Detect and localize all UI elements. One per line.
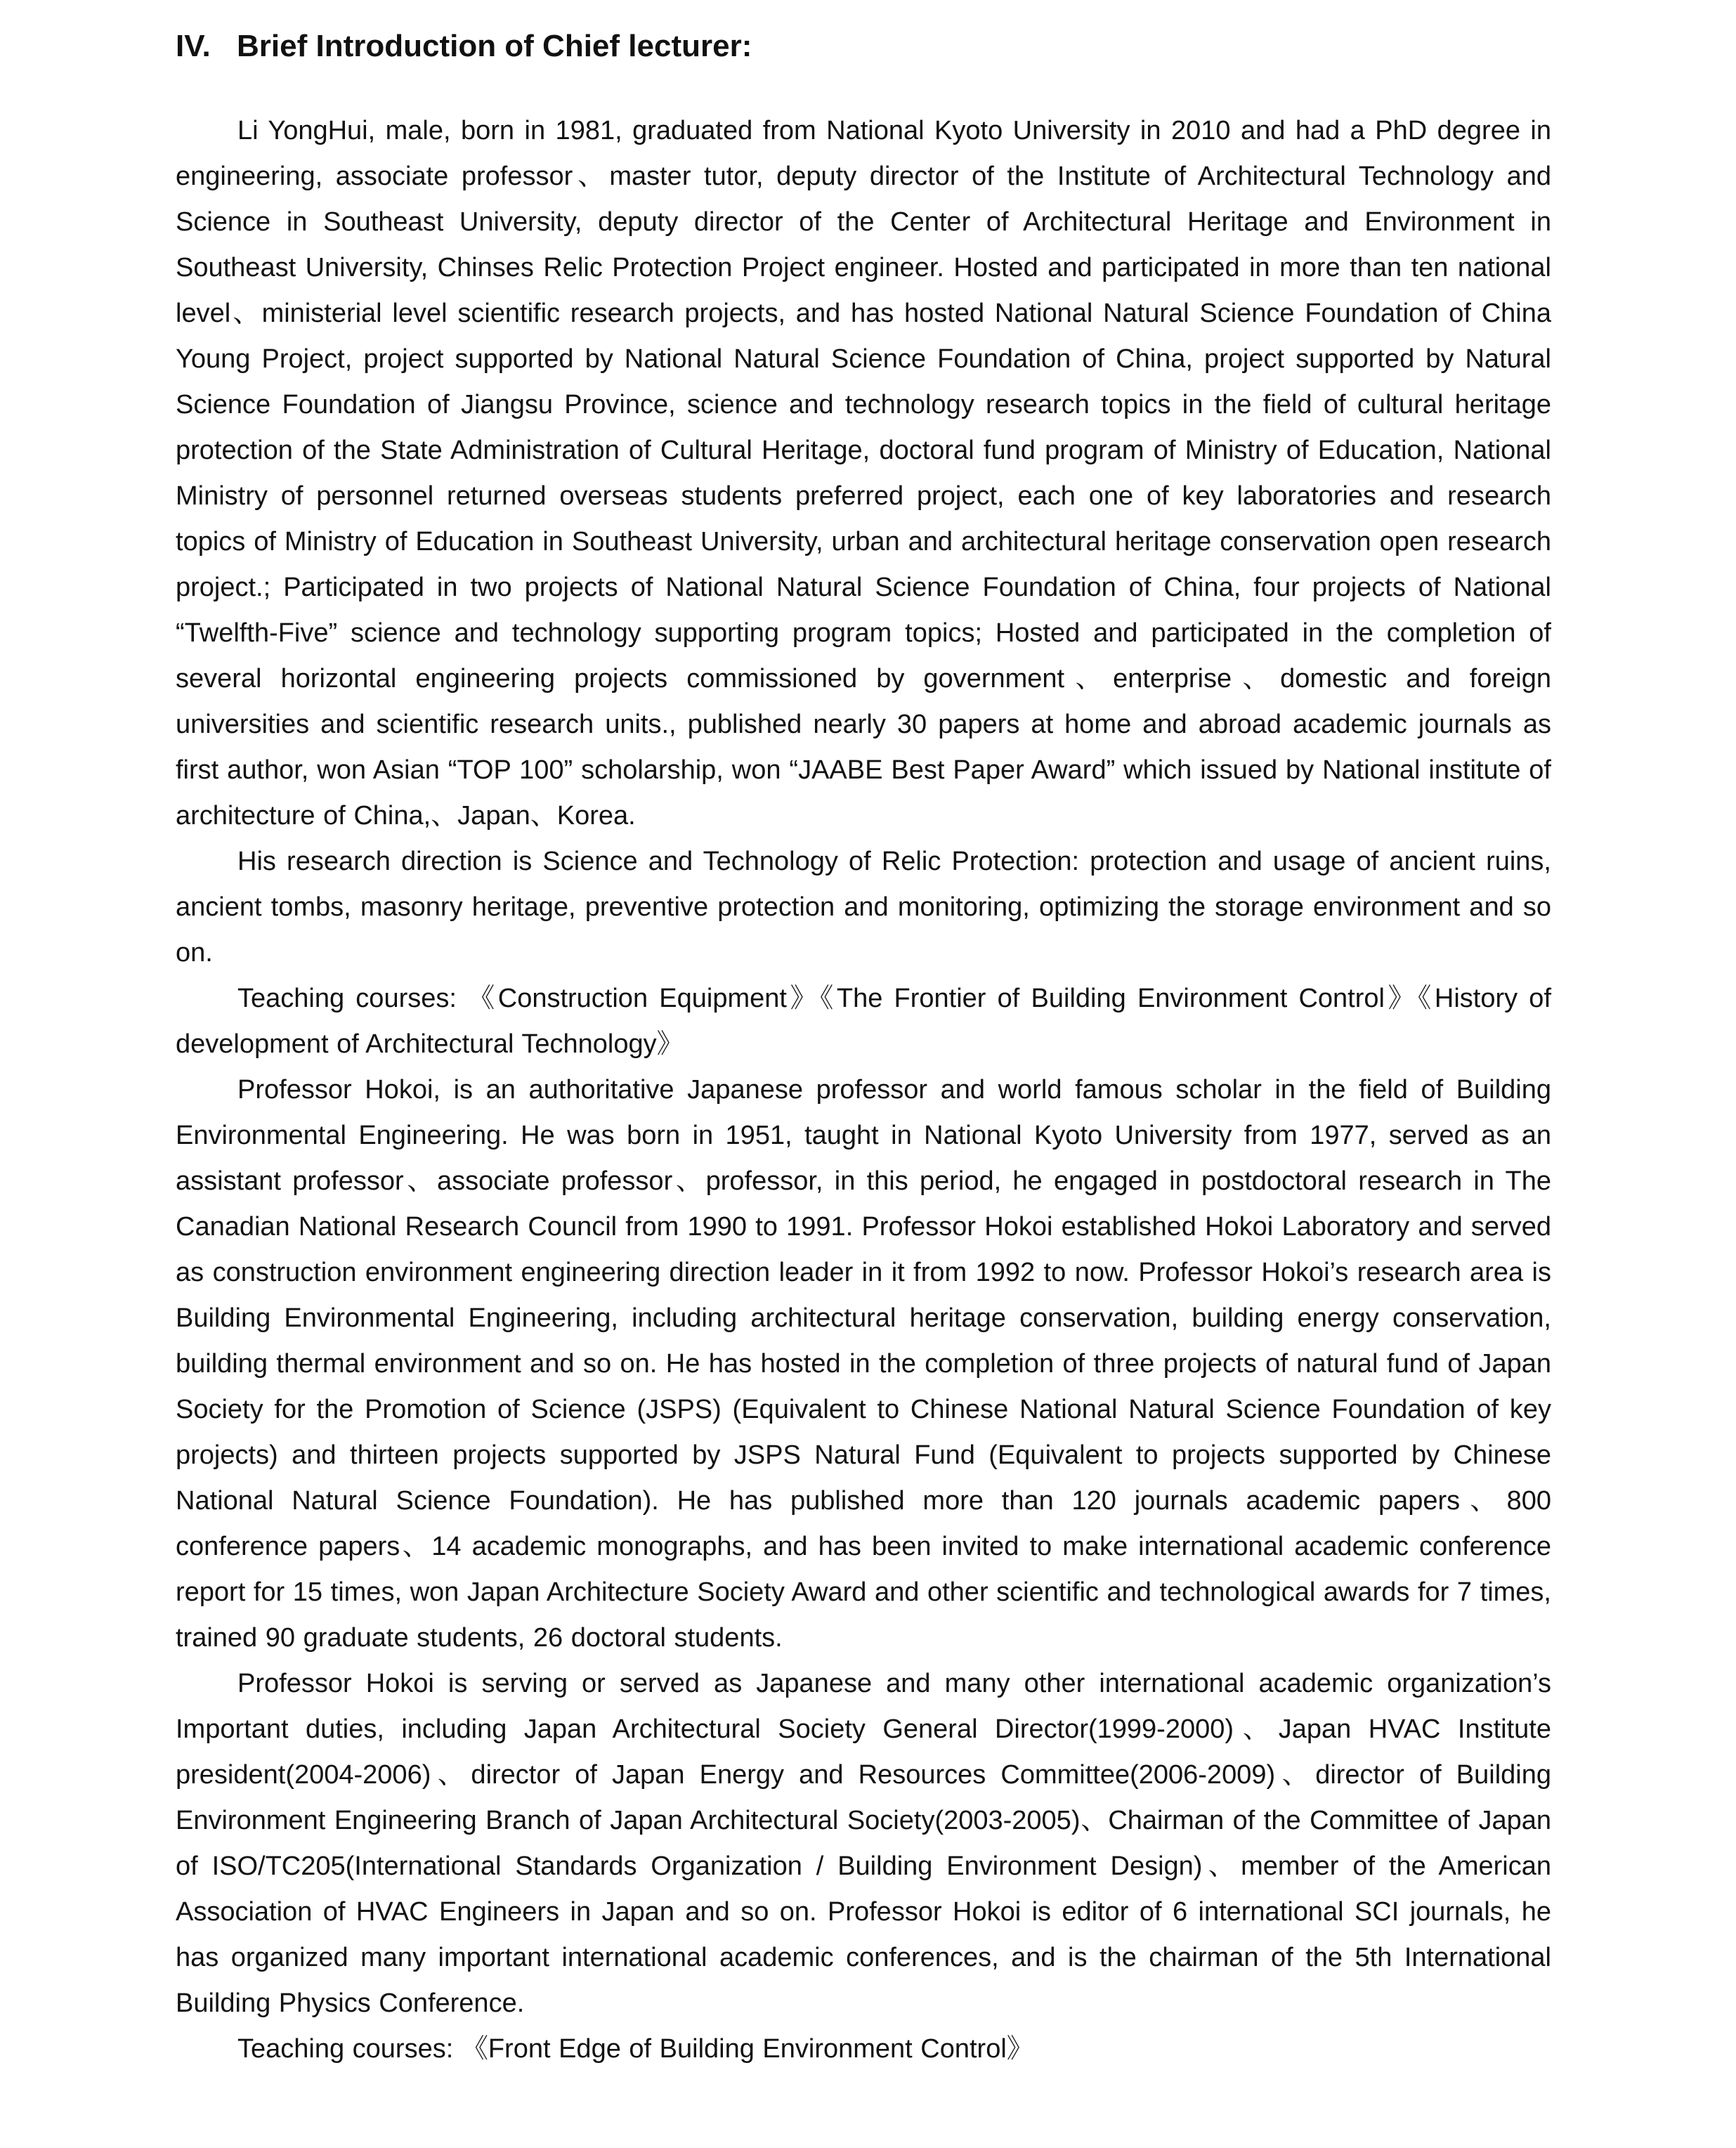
section-title: Brief Introduction of Chief lecturer: xyxy=(237,29,752,63)
section-heading xyxy=(176,25,1551,67)
document-page xyxy=(176,25,1551,2072)
paragraph-hokoi-bio: Professor Hokoi, is an authoritative Japanese professor and world famous scholar in the field of Building Environmental Engineering. He was born in 1951, taught in National Kyoto University from 1977, served as an assistant professor、associate professor、professor, in this period, he engaged in postdoctoral research in The Canadian National Research Council from 1990 to 1991. Professor Hokoi established Hokoi Laboratory and served as construction environment engineering direction leader in it from 1992 to now. Professor Hokoi’s research area is Building Environmental Engineering, including architectural heritage conservation, building energy conservation, building thermal environment and so on. He has hosted in the completion of three projects of natural fund of Japan Society for the Promotion of Science (JSPS) (Equivalent to Chinese National Natural Science Foundation of key projects) and thirteen projects supported by JSPS Natural Fund (Equivalent to projects supported by Chinese National Natural Science Foundation). He has published more than 120 journals academic papers、800 conference papers、14 academic monographs, and has been invited to make international academic conference report for 15 times, won Japan Architecture Society Award and other scientific and technological awards for 7 times, trained 90 graduate students, 26 doctoral students. xyxy=(176,1075,1551,1653)
paragraph-li-yonghui-bio: Li YongHui, male, born in 1981, graduated from National Kyoto University in 2010 and had a PhD degree in engineering, associate professor、master tutor, deputy director of the Institute of Architectural Technology and Science in Southeast University, deputy director of the Center of Architectural Heritage and Environment in Southeast University, Chinses Relic Protection Project engineer. Hosted and participated in more than ten national level、ministerial level scientific research projects, and has hosted National Natural Science Foundation of China Young Project, project supported by National Natural Science Foundation of China, project supported by Natural Science Foundation of Jiangsu Province, science and technology research topics in the field of cultural heritage protection of the State Administration of Cultural Heritage, doctoral fund program of Ministry of Education, National Ministry of personnel returned overseas students preferred project, each one of key laboratories and research topics of Ministry of Education in Southeast University, urban and architectural heritage conservation open research project.; Participated in two projects of National Natural Science Foundation of China, four projects of National “Twelfth-Five” science and technology supporting program topics; Hosted and participated in the completion of several horizontal engineering projects commissioned by government、enterprise、domestic and foreign universities and scientific research units., published nearly 30 papers at home and abroad academic journals as first author, won Asian “TOP 100” scholarship, won “JAABE Best Paper Award” which issued by National institute of architecture of China,、Japan、Korea. xyxy=(176,116,1551,831)
section-number: IV. xyxy=(176,29,211,63)
paragraph-hokoi-duties: Professor Hokoi is serving or served as Japanese and many other international academic organization’s Important duties, including Japan Architectural Society General Director(1999-2000)、Japan HVAC Institute president(2004-2006)、director of Japan Energy and Resources Committee(2006-2009)、director of Building Environment Engineering Branch of Japan Architectural Society(2003-2005)、Chairman of the Committee of Japan of ISO/TC205(International Standards Organization / Building Environment Design)、member of the American Association of HVAC Engineers in Japan and so on. Professor Hokoi is editor of 6 international SCI journals, he has organized many important international academic conferences, and is the chairman of the 5th International Building Physics Conference. xyxy=(176,1669,1551,2018)
paragraph-teaching-courses-li: Teaching courses: 《Construction Equipment》《The Frontier of Building Environment Control》《History of development of Architectural Technology》 xyxy=(176,984,1551,1059)
paragraph-teaching-courses-hokoi: Teaching courses: 《Front Edge of Building Environment Control》 xyxy=(237,2034,1033,2064)
paragraph-research-direction: His research direction is Science and Technology of Relic Protection: protection and usage of ancient ruins, ancient tombs, masonry heritage, preventive protection and monitoring, optimizing the storage environment and so on. xyxy=(176,847,1551,968)
